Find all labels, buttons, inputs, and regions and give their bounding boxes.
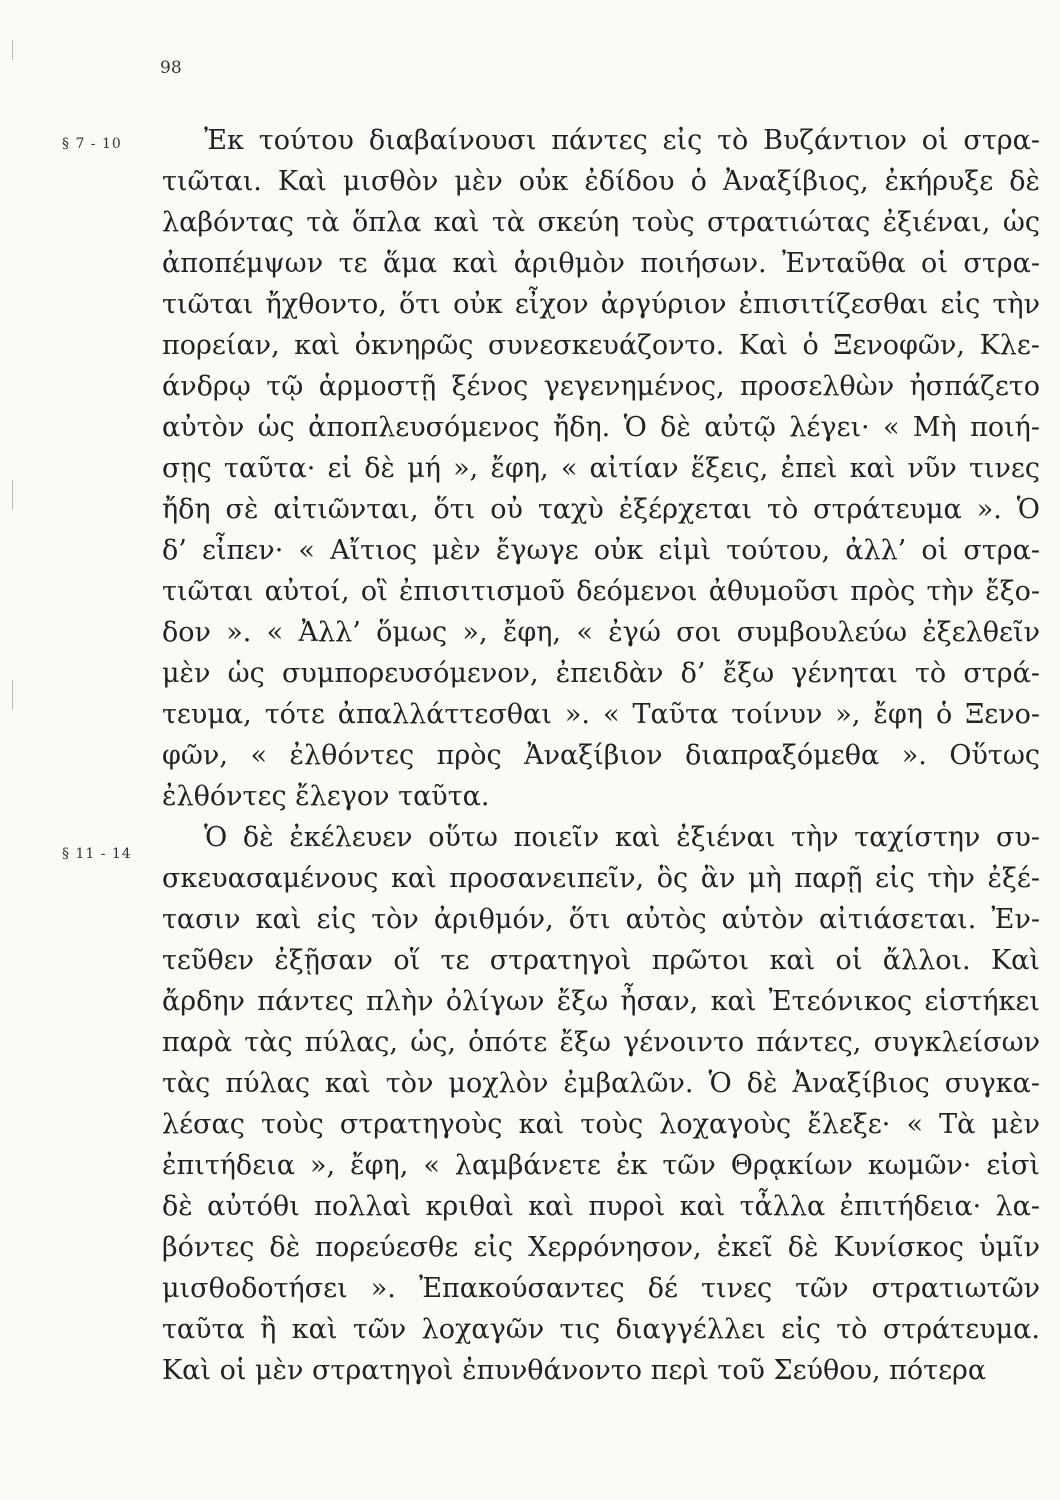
text-line: τασιν καὶ εἰς τὸν ἀριθμόν, ὅτι αὐτὸς αὑτὸν αἰτιάσεται. Ἐν-: [162, 904, 1040, 935]
text-line: βόντες δὲ πορεύεσθε εἰς Χερρόνησον, ἐκεῖ δὲ Κυνίσκος ὑμῖν: [162, 1232, 1040, 1263]
text-line: ταῦτα ἢ καὶ τῶν λοχαγῶν τις διαγγέλλει εἰς τὸ στράτευμα.: [162, 1314, 1040, 1345]
text-line: δον ». « Ἀλλ’ ὅμως », ἔφη, « ἐγώ σοι συμβουλεύω ἐξελθεῖν: [162, 617, 1040, 648]
paragraph: [162, 817, 1040, 1391]
paragraph-container: [162, 120, 1040, 1391]
text-line: λέσας τοὺς στρατηγοὺς καὶ τοὺς λοχαγοὺς ἔλεξε· « Τὰ μὲν: [162, 1109, 1040, 1140]
text-line: τεῦθεν ἐξῇσαν οἵ τε στρατηγοὶ πρῶτοι καὶ οἱ ἄλλοι. Καὶ: [162, 945, 1040, 976]
text-line: ἀποπέμψων τε ἅμα καὶ ἀριθμὸν ποιήσων. Ἐνταῦθα οἱ στρα-: [162, 248, 1040, 279]
text-line: μὲν ὡς συμπορευσόμενον, ἐπειδὰν δ’ ἔξω γένηται τὸ στρά-: [162, 658, 1040, 689]
text-line: Ὁ δὲ ἐκέλευεν οὕτω ποιεῖν καὶ ἐξιέναι τὴν ταχίστην συ-: [204, 822, 1040, 853]
text-line: σῃς ταῦτα· εἰ δὲ μή », ἔφη, « αἰτίαν ἕξεις, ἐπεὶ καὶ νῦν τινες: [162, 453, 1040, 484]
text-line: τιῶται ἤχθοντο, ὅτι οὐκ εἶχον ἀργύριον ἐπισιτίζεσθαι εἰς τὴν: [162, 289, 1040, 320]
page-number: 98: [160, 58, 182, 78]
paragraph: [162, 120, 1040, 817]
text-line: τιῶται αὐτοί, οἳ ἐπισιτισμοῦ δεόμενοι ἀθυμοῦσι πρὸς τὴν ἔξο-: [162, 576, 1040, 607]
text-line: μισθοδοτήσει ». Ἐπακούσαντες δέ τινες τῶν στρατιωτῶν: [162, 1273, 1040, 1304]
margin-section-note: § 11 - 14: [62, 846, 132, 862]
text-line: ἄρδην πάντες πλὴν ὀλίγων ἔξω ἦσαν, καὶ Ἐτεόνικος εἱστήκει: [162, 986, 1040, 1017]
text-line: λαβόντας τὰ ὅπλα καὶ τὰ σκεύη τοὺς στρατιώτας ἐξιέναι, ὡς: [162, 207, 1040, 238]
scan-edge-mark: [12, 480, 13, 510]
text-line: Ἐκ τούτου διαβαίνουσι πάντες εἰς τὸ Βυζάντιον οἱ στρα-: [204, 125, 1040, 156]
text-line: πορείαν, καὶ ὀκνηρῶς συνεσκευάζοντο. Καὶ ὁ Ξενοφῶν, Κλε-: [162, 330, 1040, 361]
text-line: τευμα, τότε ἀπαλλάττεσθαι ». « Ταῦτα τοίνυν », ἔφη ὁ Ξενο-: [162, 699, 1040, 730]
text-line: δ’ εἶπεν· « Αἴτιος μὲν ἔγωγε οὐκ εἰμὶ τούτου, ἀλλ’ οἱ στρα-: [162, 535, 1040, 566]
scan-edge-mark: [12, 40, 13, 60]
text-line: άνδρῳ τῷ ἁρμοστῇ ξένος γεγενημένος, προσελθὼν ἠσπάζετο: [162, 371, 1040, 402]
body-text: [162, 120, 1040, 1391]
text-line: φῶν, « ἐλθόντες πρὸς Ἀναξίβιον διαπραξόμεθα ». Οὕτως: [162, 740, 1040, 771]
text-line: αὐτὸν ὡς ἀποπλευσόμενος ἤδη. Ὁ δὲ αὐτῷ λέγει· « Μὴ ποιή-: [162, 412, 1040, 443]
text-line: τὰς πύλας καὶ τὸν μοχλὸν ἐμβαλῶν. Ὁ δὲ Ἀναξίβιος συγκα-: [162, 1068, 1040, 1099]
text-line: Καὶ οἱ μὲν στρατηγοὶ ἐπυνθάνοντο περὶ τοῦ Σεύθου, πότερα: [162, 1355, 987, 1386]
text-line: παρὰ τὰς πύλας, ὡς, ὁπότε ἔξω γένοιντο πάντες, συγκλείσων: [162, 1027, 1040, 1058]
margin-section-note: § 7 - 10: [62, 136, 122, 152]
scan-edge-mark: [12, 680, 13, 710]
text-line: σκευασαμένους καὶ προσανειπεῖν, ὃς ἂν μὴ παρῇ εἰς τὴν ἐξέ-: [162, 863, 1040, 894]
text-line: ἤδη σὲ αἰτιῶνται, ὅτι οὐ ταχὺ ἐξέρχεται τὸ στράτευμα ». Ὁ: [162, 494, 1040, 525]
text-line: ἐπιτήδεια », ἔφη, « λαμβάνετε ἐκ τῶν Θρᾳκίων κωμῶν· εἰσὶ: [162, 1150, 1040, 1181]
text-line: δὲ αὐτόθι πολλαὶ κριθαὶ καὶ πυροὶ καὶ τἆλλα ἐπιτήδεια· λα-: [162, 1191, 1040, 1222]
text-line: ἐλθόντες ἔλεγον ταῦτα.: [162, 781, 490, 812]
text-line: τιῶται. Καὶ μισθὸν μὲν οὐκ ἐδίδου ὁ Ἀναξίβιος, ἐκήρυξε δὲ: [162, 166, 1040, 197]
